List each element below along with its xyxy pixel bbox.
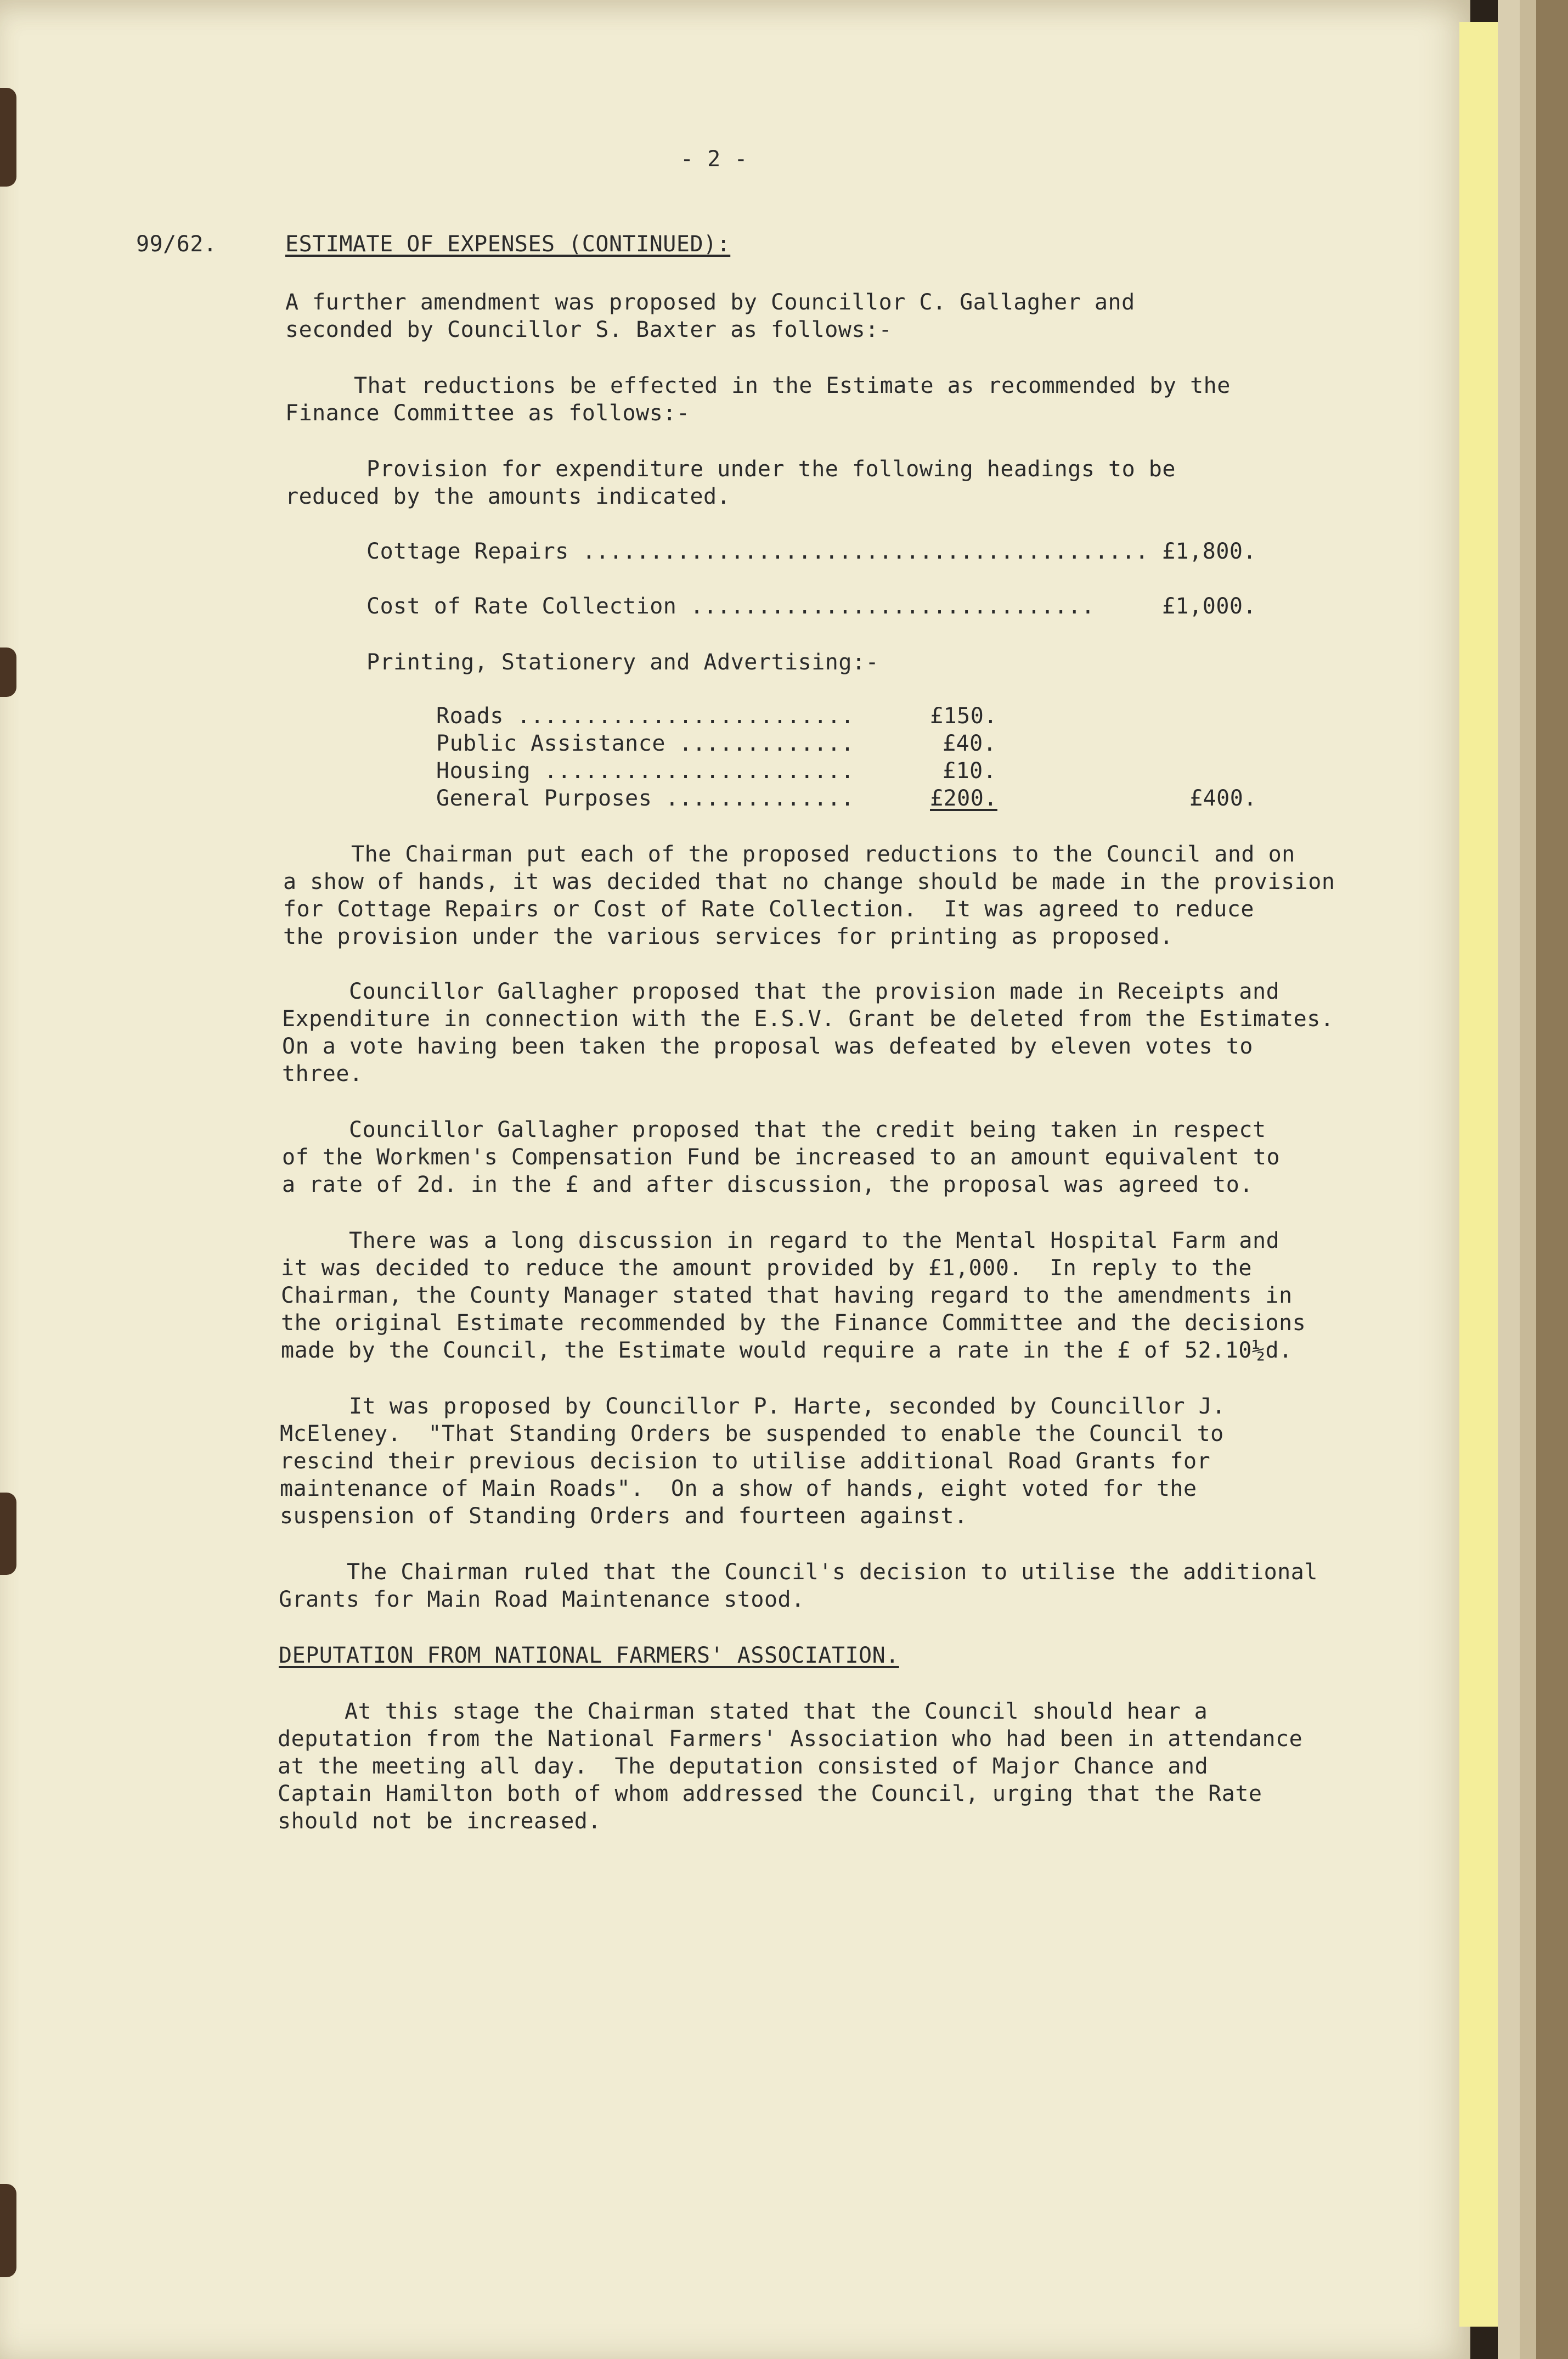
- para-line: a show of hands, it was decided that no change should be made in the provision: [283, 869, 1335, 894]
- para-line: That reductions be effected in the Estimate as recommended by the: [354, 373, 1231, 398]
- printing-item-label: Roads .........................: [436, 703, 855, 729]
- para-line: Chairman, the County Manager stated that having regard to the amendments in: [281, 1283, 1293, 1308]
- page-edge: [1536, 0, 1568, 2359]
- page-edge: [1520, 0, 1536, 2359]
- page-edge: [1498, 0, 1520, 2359]
- para-line: Grants for Main Road Maintenance stood.: [279, 1587, 805, 1612]
- page-edge-yellow: [1459, 22, 1498, 2327]
- reduction-label: Cost of Rate Collection ..............................: [366, 594, 1095, 619]
- printing-total: £400.: [1189, 786, 1257, 811]
- minute-reference: 99/62.: [136, 232, 217, 257]
- para-line: Councillor Gallagher proposed that the credit being taken in respect: [349, 1117, 1266, 1142]
- section-heading-2: DEPUTATION FROM NATIONAL FARMERS' ASSOCIATION.: [279, 1643, 899, 1668]
- para-line: There was a long discussion in regard to the Mental Hospital Farm and: [349, 1228, 1280, 1253]
- para-line: Councillor Gallagher proposed that the provision made in Receipts and: [349, 979, 1280, 1004]
- para-line: of the Workmen's Compensation Fund be increased to an amount equivalent to: [282, 1145, 1281, 1170]
- reduction-amount: £1,800.: [1162, 539, 1257, 564]
- printing-item-amount: £10.: [943, 758, 997, 784]
- reduction-amount: £1,000.: [1162, 594, 1257, 619]
- printing-item-amount: £40.: [943, 731, 997, 756]
- para-line: seconded by Councillor S. Baxter as follows:-: [285, 317, 893, 342]
- printing-item-label: Public Assistance .............: [436, 731, 855, 756]
- para-line: a rate of 2d. in the £ and after discussion, the proposal was agreed to.: [282, 1172, 1253, 1197]
- para-line: McEleney. "That Standing Orders be suspended to enable the Council to: [280, 1421, 1224, 1446]
- binding-hole: [0, 2184, 16, 2277]
- para-line: made by the Council, the Estimate would require a rate in the £ of 52.10½d.: [281, 1338, 1293, 1363]
- reduction-label: Cottage Repairs ..........................................: [366, 539, 1149, 564]
- para-line: Provision for expenditure under the following headings to be: [366, 457, 1176, 482]
- para-line: deputation from the National Farmers' Association who had been in attendance: [278, 1726, 1303, 1752]
- para-line: It was proposed by Councillor P. Harte, seconded by Councillor J.: [349, 1394, 1226, 1419]
- para-line: Finance Committee as follows:-: [285, 401, 690, 426]
- para-line: for Cottage Repairs or Cost of Rate Collection. It was agreed to reduce: [283, 897, 1254, 922]
- para-line: Expenditure in connection with the E.S.V. Grant be deleted from the Estimates.: [282, 1006, 1334, 1032]
- printing-item-label: General Purposes ..............: [436, 786, 855, 811]
- para-line: On a vote having been taken the proposal was defeated by eleven votes to: [282, 1034, 1253, 1059]
- para-line: rescind their previous decision to utilise additional Road Grants for: [280, 1449, 1211, 1474]
- para-line: maintenance of Main Roads". On a show of hands, eight voted for the: [280, 1476, 1197, 1501]
- para-line: Captain Hamilton both of whom addressed the Council, urging that the Rate: [278, 1781, 1262, 1806]
- printing-item-amount: £200.: [930, 786, 997, 811]
- binding-hole: [0, 648, 16, 697]
- page-number: - 2 -: [680, 147, 748, 172]
- para-line: the provision under the various services for printing as proposed.: [283, 924, 1174, 949]
- para-line: at the meeting all day. The deputation consisted of Major Chance and: [278, 1754, 1209, 1779]
- para-line: it was decided to reduce the amount provided by £1,000. In reply to the: [281, 1255, 1252, 1281]
- para-line: three.: [282, 1061, 363, 1086]
- para-line: A further amendment was proposed by Councillor C. Gallagher and: [285, 290, 1135, 315]
- para-line: reduced by the amounts indicated.: [285, 484, 731, 509]
- para-line: suspension of Standing Orders and fourteen against.: [280, 1504, 968, 1529]
- para-line: The Chairman put each of the proposed reductions to the Council and on: [351, 842, 1295, 867]
- printing-item-amount: £150.: [930, 703, 997, 729]
- para-line: the original Estimate recommended by the Finance Committee and the decisions: [281, 1310, 1306, 1336]
- para-line: should not be increased.: [278, 1809, 601, 1834]
- binding-hole: [0, 1493, 16, 1575]
- para-line: The Chairman ruled that the Council's decision to utilise the additional: [347, 1559, 1318, 1585]
- section-heading: ESTIMATE OF EXPENSES (CONTINUED):: [285, 232, 731, 257]
- para-line: At this stage the Chairman stated that the Council should hear a: [345, 1699, 1208, 1724]
- printing-item-label: Housing .......................: [436, 758, 855, 784]
- binding-hole: [0, 88, 16, 187]
- printing-heading: Printing, Stationery and Advertising:-: [366, 650, 879, 675]
